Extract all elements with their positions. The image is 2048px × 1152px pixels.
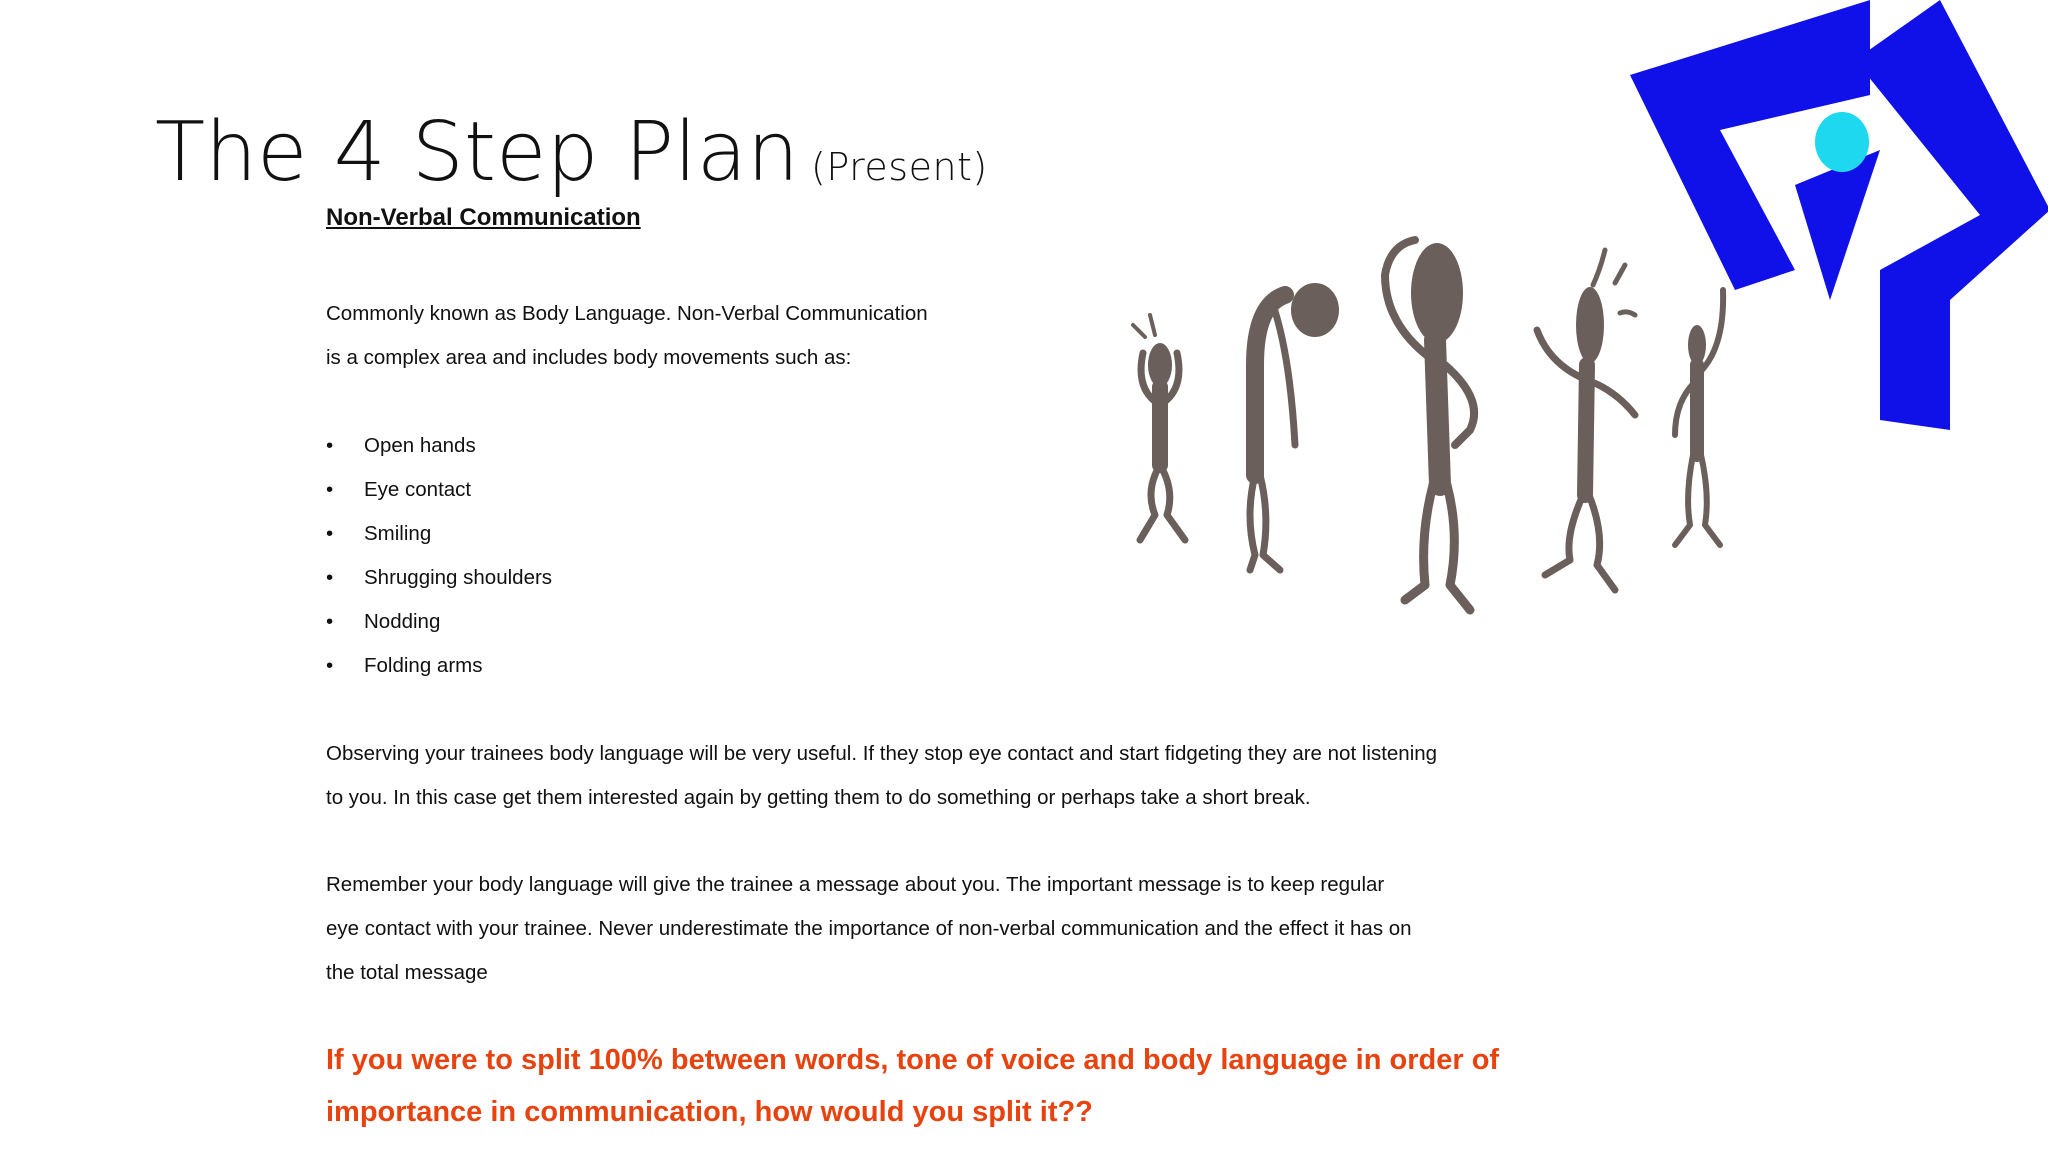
bullet-item — [326, 478, 471, 502]
bullet-dot: • — [326, 566, 334, 589]
figure-5 — [1675, 290, 1723, 545]
bullet-dot: • — [326, 610, 334, 633]
bullet-label: Shrugging shoulders — [364, 566, 553, 589]
remember-line-2: eye contact with your trainee. Never underestimate the importance of non-verbal communication and the effect it has on — [326, 917, 1412, 940]
bullet-dot: • — [326, 478, 334, 501]
slide-title-text: The 4 Step Plan — [155, 105, 800, 200]
bullet-label: Open hands — [364, 434, 476, 457]
bullet-dot: • — [326, 654, 334, 677]
bullet-label: Folding arms — [364, 654, 483, 677]
bullet-label: Eye contact — [364, 478, 472, 501]
bullet-item — [326, 522, 431, 546]
slide-title — [155, 105, 988, 200]
figure-2 — [1250, 283, 1339, 570]
remember-line-3: the total message — [326, 961, 488, 984]
intro-line-1: Commonly known as Body Language. Non-Verbal Communication — [326, 302, 928, 325]
body-language-figures-illustration — [1115, 215, 1745, 655]
figure-3 — [1385, 240, 1474, 610]
bullet-dot: • — [326, 522, 334, 545]
bullet-dot: • — [326, 434, 334, 457]
figure-1 — [1133, 315, 1185, 540]
remember-line-1: Remember your body language will give the trainee a message about you. The important message is to keep regular — [326, 873, 1385, 896]
question-line-1: If you were to split 100% between words, tone of voice and body language in order of — [326, 1044, 1500, 1076]
bullet-label: Smiling — [364, 522, 432, 545]
slide-subtitle: (Present) — [811, 145, 988, 189]
bullet-label: Nodding — [364, 610, 441, 633]
intro-line-2: is a complex area and includes body movements such as: — [326, 346, 852, 369]
question-line-2: importance in communication, how would you split it?? — [326, 1096, 1093, 1128]
bullet-item — [326, 566, 552, 590]
observe-line-1: Observing your trainees body language will be very useful. If they stop eye contact and start fidgeting they are not listening — [326, 742, 1438, 765]
bullet-item — [326, 434, 476, 458]
figure-4 — [1537, 250, 1635, 590]
bullet-item — [326, 610, 440, 634]
observe-line-2: to you. In this case get them interested again by getting them to do something or perhaps take a short break. — [326, 786, 1311, 809]
bullet-item — [326, 654, 483, 678]
section-heading: Non-Verbal Communication — [326, 204, 641, 231]
